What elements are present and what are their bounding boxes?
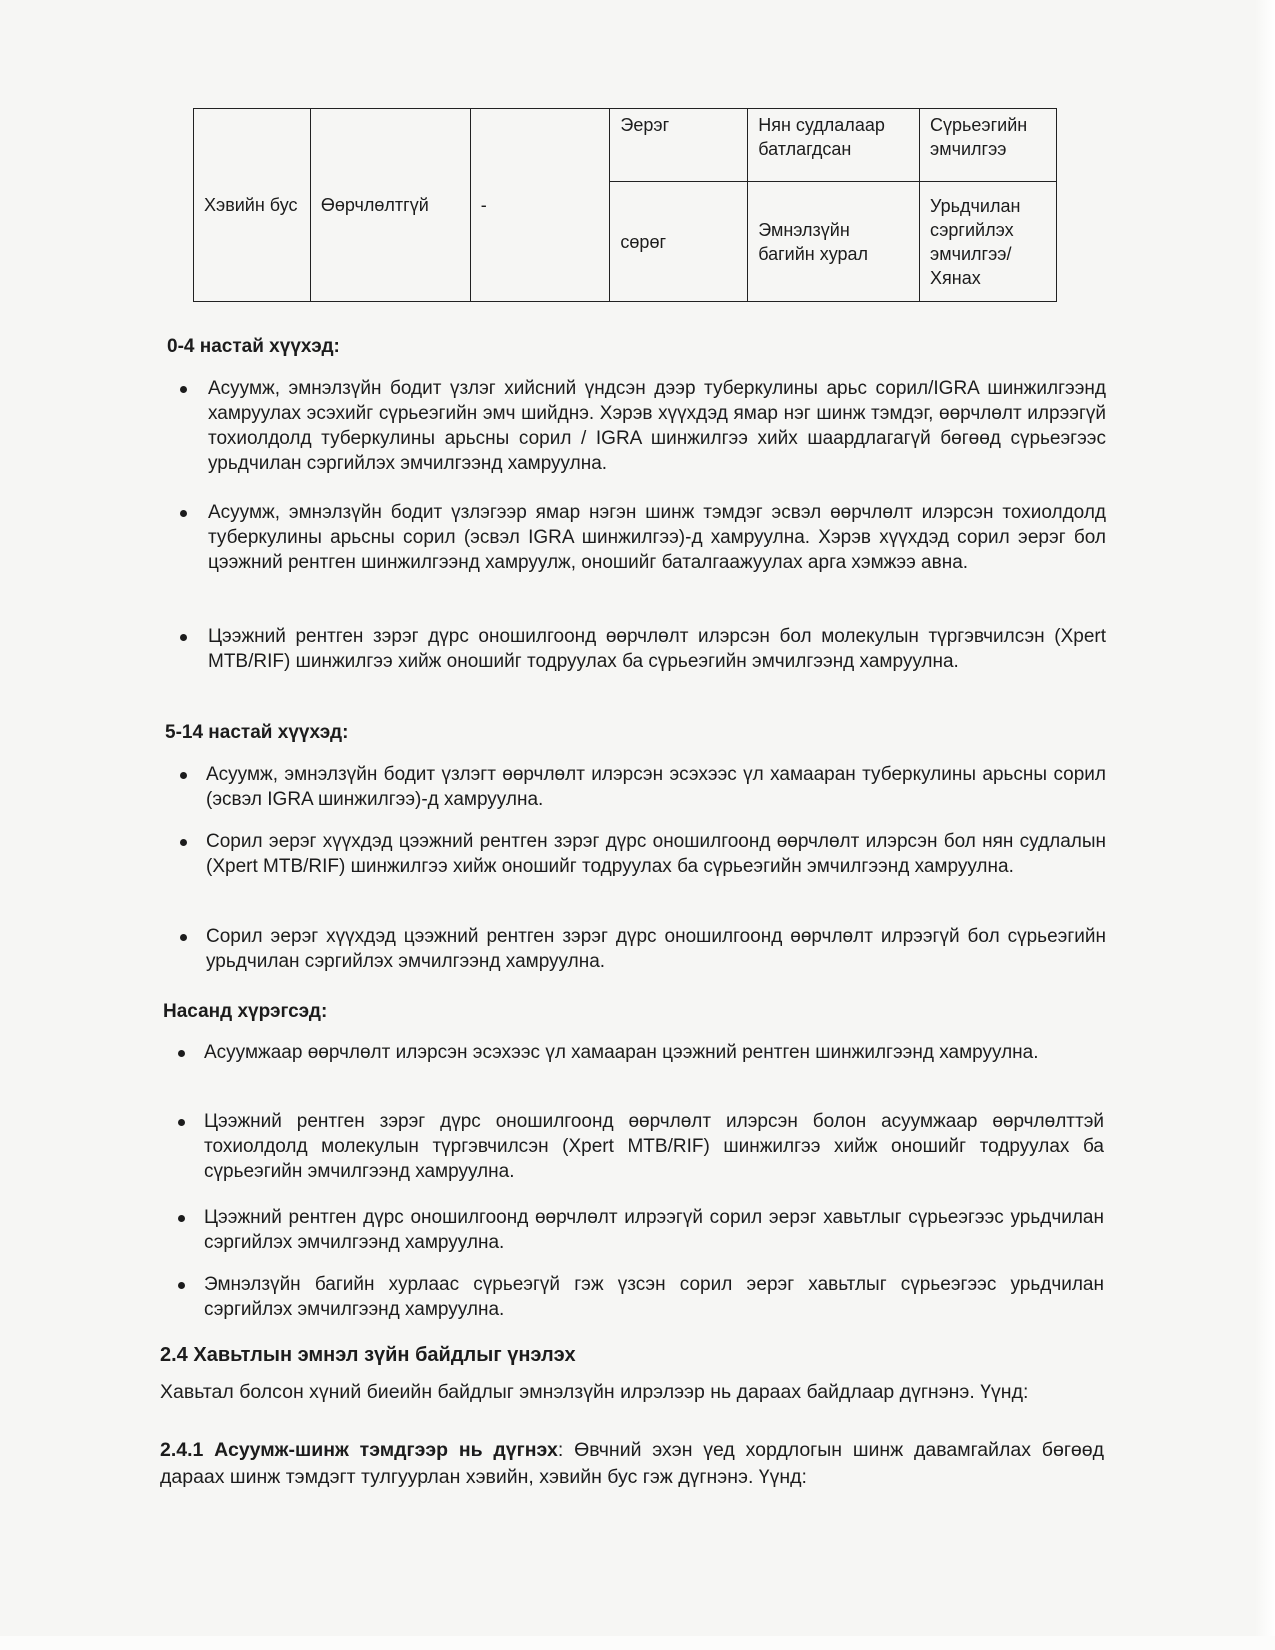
table-cell-status: Хэвийн бус — [194, 109, 311, 302]
subsection-text-2-4-1: : Өвчний эхэн үед хордлогын шинж давамгайлах бөгөөд дараах шинж тэмдэгт тулгуурлан хэвийн, хэвийн бус гэж дүгнэнэ. Үүнд: — [160, 1439, 1104, 1488]
list-item: Цээжний рентген дүрс оношилгоонд өөрчлөлт илрээгүй сорил эерэг хавьтлыг сүрьеэгээс урьдчилан сэргийлэх эмчилгээнд хамруулна. — [204, 1207, 1104, 1253]
list-item: Сорил эерэг хүүхдэд цээжний рентген зэрэг дүрс оношилгоонд өөрчлөлт илэрсэн бол нян судлалын (Xpert MTB/RIF) шинжилгээ хийж оношийг тодруулах ба сүрьеэгийн эмчилгээнд хамруулна. — [206, 831, 1106, 877]
bullet-icon — [180, 839, 187, 846]
table-cell-action-preventive: Урьдчилан сэргийлэх эмчилгээ/ Хянах — [920, 182, 1057, 302]
bullet-icon — [180, 934, 187, 941]
bullet-icon — [180, 634, 187, 641]
section-2-4-intro: Хавьтал болсон хүний биеийн байдлыг эмнэлзүйн илрэлээр нь дараах байдлаар дүгнэнэ. Үүнд: — [160, 1381, 1029, 1403]
assessment-table — [193, 108, 1057, 302]
table-cell-method-bacteriology: Нян судлалаар батлагдсан — [748, 109, 920, 182]
table-cell-method-clinical-team: Эмнэлзүйн багийн хурал — [748, 182, 920, 302]
section-heading-2-4: 2.4 Хавьтлын эмнэл зүйн байдлыг үнэлэх — [160, 1344, 576, 1366]
subsection-heading-2-4-1: 2.4.1 Асуумж-шинж тэмдгээр нь дүгнэх — [160, 1439, 558, 1461]
table-cell-result-negative: сөрөг — [610, 182, 748, 302]
scan-edge — [0, 1636, 1275, 1650]
section-heading-adults: Насанд хүрэгсэд: — [163, 1001, 328, 1022]
bullet-icon — [178, 1282, 185, 1289]
section-2-4-1-paragraph — [160, 1437, 1104, 1491]
table-cell-result-positive: Эерэг — [610, 109, 748, 182]
table-cell-dash: - — [470, 109, 610, 302]
table-cell-action-treatment: Сүрьеэгийн эмчилгээ — [920, 109, 1057, 182]
table-row — [194, 109, 1057, 182]
list-item: Эмнэлзүйн багийн хурлаас сүрьеэгүй гэж үзсэн сорил эерэг хавьтлыг сүрьеэгээс урьдчилан сэргийлэх эмчилгээнд хамруулна. — [204, 1274, 1104, 1320]
list-item: Сорил эерэг хүүхдэд цээжний рентген зэрэг дүрс оношилгоонд өөрчлөлт илрээгүй бол сүрьеэгийн урьдчилан сэргийлэх эмчилгээнд хамруулна. — [206, 926, 1106, 972]
list-item: Асуумж, эмнэлзүйн бодит үзлэгт өөрчлөлт илэрсэн эсэхээс үл хамааран туберкулины арьсны сорил (эсвэл IGRA шинжилгээ)-д хамруулна. — [206, 764, 1106, 810]
list-item: Асуумж, эмнэлзүйн бодит үзлэг хийсний үндсэн дээр туберкулины арьс сорил/IGRA шинжилгээнд хамруулах эсэхийг сүрьеэгийн эмч шийднэ. Хэрэв хүүхдэд ямар нэг шинж тэмдэг, өөрчлөлт илрээгүй тохиолдолд туберкулины арьсны сорил / IGRA шинжилгээ хийх шаардлагагүй бөгөөд сүрьеэгээс урьдчилан сэргийлэх эмчилгээнд хамруулна. — [208, 378, 1106, 474]
bullet-icon — [180, 510, 187, 517]
bullet-icon — [180, 772, 187, 779]
scan-edge — [1255, 0, 1275, 1650]
list-item: Цээжний рентген зэрэг дүрс оношилгоонд өөрчлөлт илэрсэн болон асуумжаар өөрчлөлттэй тохиолдолд молекулын түргэвчилсэн (Xpert MTB/RIF) шинжилгээ хийж оношийг тодруулах ба сүрьеэгийн эмчилгээнд хамруулна. — [204, 1111, 1104, 1182]
section-heading-0-4: 0-4 настай хүүхэд: — [167, 336, 340, 357]
section-heading-5-14: 5-14 настай хүүхэд: — [165, 722, 349, 743]
bullet-icon — [178, 1119, 185, 1126]
table-cell-xray: Өөрчлөлтгүй — [310, 109, 470, 302]
list-item: Асуумжаар өөрчлөлт илэрсэн эсэхээс үл хамааран цээжний рентген шинжилгээнд хамруулна. — [204, 1042, 1039, 1063]
bullet-icon — [178, 1050, 185, 1057]
bullet-icon — [180, 386, 187, 393]
list-item: Асуумж, эмнэлзүйн бодит үзлэгээр ямар нэгэн шинж тэмдэг эсвэл өөрчлөлт илэрсэн тохиолдолд туберкулины арьсны сорил (эсвэл IGRA шинжилгээ)-д хамруулна. Хэрэв хүүхдэд сорил эерэг бол цээжний рентген шинжилгээнд хамруулж, оношийг баталгаажуулах арга хэмжээ авна. — [208, 502, 1106, 573]
bullet-icon — [178, 1215, 185, 1222]
list-item: Цээжний рентген зэрэг дүрс оношилгоонд өөрчлөлт илэрсэн бол молекулын түргэвчилсэн (Xpert MTB/RIF) шинжилгээ хийж оношийг тодруулах ба сүрьеэгийн эмчилгээнд хамруулна. — [208, 626, 1106, 672]
